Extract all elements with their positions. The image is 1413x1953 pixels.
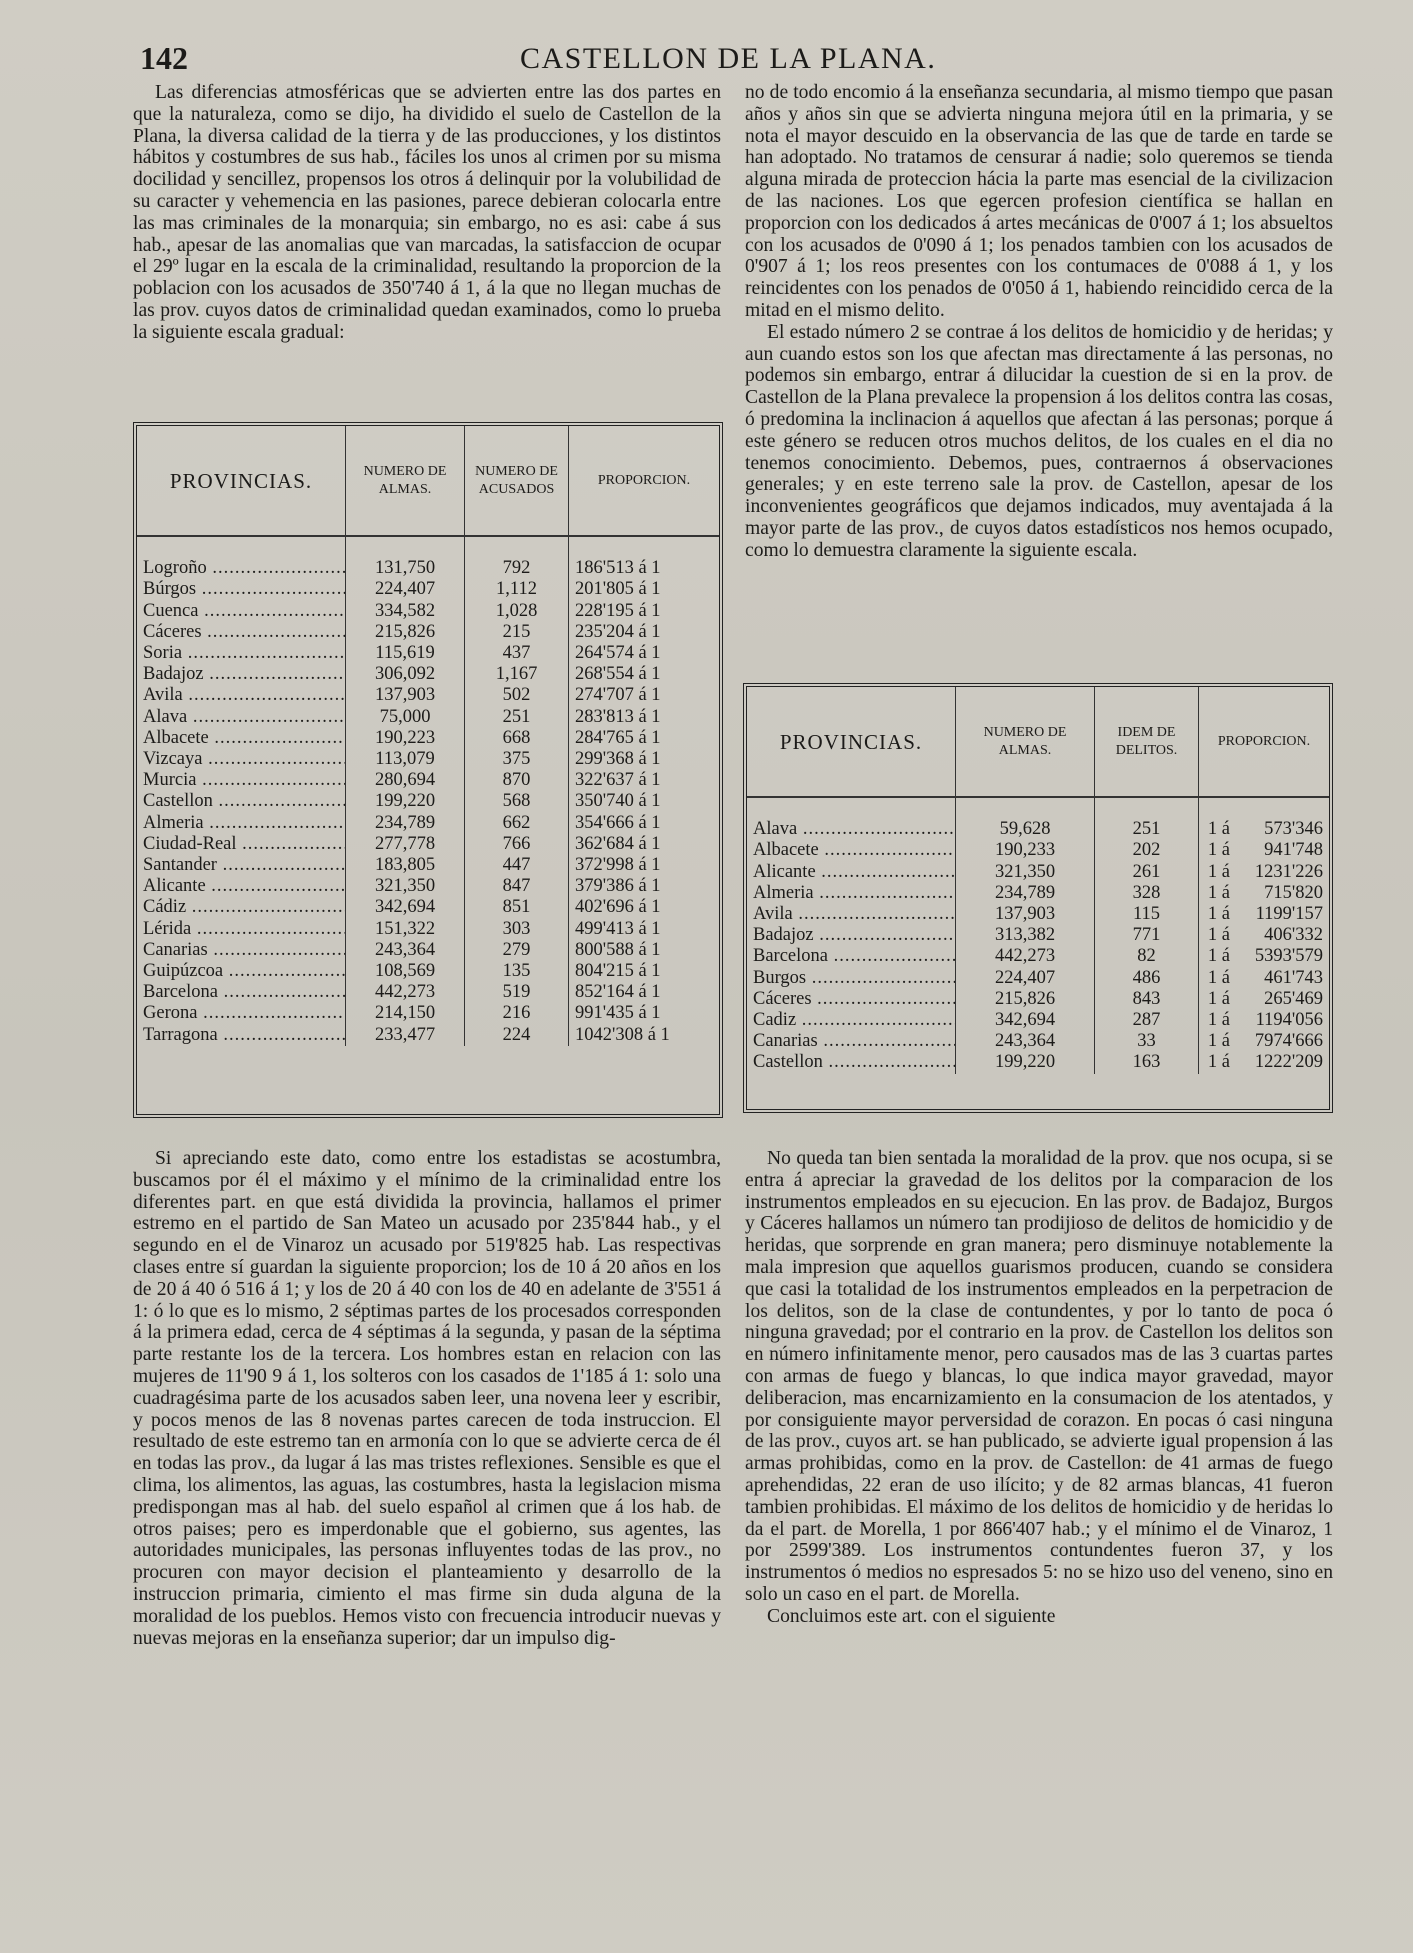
t2-header-almas: NUMERO DE ALMAS. [956,687,1095,797]
ratio-value: 573'346 [1264,819,1323,840]
almas-value: 280,694 [346,770,465,791]
province-name [137,728,346,749]
almas-value: 214,150 [346,1003,465,1024]
ratio-value: 1194'056 [1255,1010,1323,1031]
almas-value: 313,382 [956,925,1095,946]
proporcion-value: 322'637 á 1 [569,770,720,791]
delitos-value: 486 [1095,968,1199,989]
table-row [137,579,719,600]
province-name [137,685,346,706]
province-label: Canarias ..... [753,1031,956,1051]
homicide-scale-table [743,683,1333,1113]
acusados-value: 224 [465,1025,569,1046]
table-row [137,685,719,706]
ratio-prefix: 1 á [1199,1052,1233,1073]
left-column-top [133,82,721,344]
acusados-value: 792 [465,558,569,579]
right-column-bottom [745,1148,1333,1628]
province-label: Gerona ..... [143,1003,346,1023]
delitos-value: 82 [1095,946,1199,967]
proporcion-value: 852'164 á 1 [569,982,720,1003]
t1-header-almas: NUMERO DE ALMAS. [346,426,465,536]
acusados-value: 662 [465,813,569,834]
ratio-prefix: 1 á [1199,840,1233,861]
almas-value: 243,364 [956,1031,1095,1052]
proporcion-value: 228'195 á 1 [569,601,720,622]
province-name [747,862,956,883]
province-label: Tarragona ..... [143,1025,346,1045]
province-label: Badajoz ..... [143,664,346,684]
ratio-value: 1199'157 [1255,904,1323,924]
almas-value: 321,350 [956,862,1095,883]
province-name [747,968,956,989]
proporcion-value: 268'554 á 1 [569,664,720,685]
right-conclusion-paragraph: Concluimos este art. con el siguiente [767,1605,1056,1627]
ratio-prefix: 1 á [1199,946,1233,967]
proporcion-value: 283'813 á 1 [569,707,720,728]
right-column-top [745,82,1333,562]
province-label: Barcelona ..... [753,946,956,966]
proporcion-value: 235'204 á 1 [569,622,720,643]
table-row [137,664,719,685]
acusados-value: 251 [465,707,569,728]
almas-value: 137,903 [346,685,465,706]
almas-value: 113,079 [346,749,465,770]
criminality-scale-table [133,422,723,1118]
ratio-prefix: 1 á [1199,819,1233,840]
table-row [747,819,1329,840]
province-name [747,1010,956,1031]
table-row [137,791,719,812]
table-row [747,1052,1329,1073]
province-name [137,1025,346,1046]
almas-value: 342,694 [956,1010,1095,1031]
table2 [747,687,1329,1074]
delitos-value: 328 [1095,883,1199,904]
acusados-value: 870 [465,770,569,791]
almas-value: 321,350 [346,876,465,897]
province-name [747,819,956,840]
acusados-value: 216 [465,1003,569,1024]
acusados-value: 519 [465,982,569,1003]
table-row [747,862,1329,883]
province-label: Avila ..... [753,904,956,924]
table-row [137,855,719,876]
almas-value: 243,364 [346,940,465,961]
province-name [137,558,346,579]
proporcion-value: 402'696 á 1 [569,897,720,918]
almas-value: 183,805 [346,855,465,876]
province-label: Cádiz ..... [143,897,346,917]
t2-header-proporcion: PROPORCION. [1199,687,1330,797]
table-row [137,601,719,622]
acusados-value: 135 [465,961,569,982]
province-label: Almeria ..... [753,883,956,903]
table-row [137,558,719,579]
table-row [747,925,1329,946]
delitos-value: 261 [1095,862,1199,883]
almas-value: 59,628 [956,819,1095,840]
table-row [137,622,719,643]
proporcion-value: 1042'308 á 1 [569,1025,720,1046]
province-label: Cáceres ..... [143,622,346,642]
province-label: Búrgos ..... [143,579,346,599]
table-row [137,749,719,770]
province-name [137,855,346,876]
delitos-value: 843 [1095,989,1199,1010]
province-label: Burgos ..... [753,968,956,988]
table-row [137,876,719,897]
province-name [747,883,956,904]
province-label: Cadiz ..... [753,1010,956,1030]
ratio-value: 1222'209 [1254,1052,1323,1073]
province-name [137,813,346,834]
ratio-value: 941'748 [1264,840,1323,861]
almas-value: 137,903 [956,904,1095,925]
almas-value: 215,826 [956,989,1095,1010]
province-label: Santander ..... [143,855,346,875]
almas-value: 108,569 [346,961,465,982]
ratio-prefix: 1 á [1199,925,1233,946]
province-label: Castellon ..... [753,1052,956,1072]
proporcion-value: 372'998 á 1 [569,855,720,876]
ratio-prefix: 1 á [1199,1031,1233,1052]
ratio-prefix: 1 á [1199,904,1233,925]
almas-value: 190,223 [346,728,465,749]
almas-value: 151,322 [346,919,465,940]
table-row [137,1003,719,1024]
proporcion-value: 804'215 á 1 [569,961,720,982]
province-name [747,925,956,946]
proporcion-value: 201'805 á 1 [569,579,720,600]
proporcion-value: 274'707 á 1 [569,685,720,706]
almas-value: 224,407 [956,968,1095,989]
acusados-value: 1,167 [465,664,569,685]
province-label: Barcelona ..... [143,982,346,1002]
province-label: Alava ..... [753,819,956,839]
almas-value: 277,778 [346,834,465,855]
province-label: Ciudad-Real ..... [143,834,346,854]
table-row [137,961,719,982]
acusados-value: 1,028 [465,601,569,622]
province-name [747,989,956,1010]
almas-value: 234,789 [346,813,465,834]
province-label: Avila ..... [143,685,346,705]
acusados-value: 668 [465,728,569,749]
almas-value: 75,000 [346,707,465,728]
table-row [747,883,1329,904]
table-row [137,707,719,728]
table-row [137,728,719,749]
province-name [137,643,346,664]
delitos-value: 771 [1095,925,1199,946]
t1-header-proporcion: PROPORCION. [569,426,720,536]
table-row [137,982,719,1003]
acusados-value: 502 [465,685,569,706]
delitos-value: 163 [1095,1052,1199,1073]
proporcion-value: 299'368 á 1 [569,749,720,770]
acusados-value: 1,112 [465,579,569,600]
province-name [137,622,346,643]
province-label: Albacete ..... [143,728,346,748]
province-name [137,749,346,770]
ratio-value: 461'743 [1264,967,1323,988]
ratio-prefix: 1 á [1199,883,1233,904]
province-name [137,940,346,961]
province-name [137,707,346,728]
province-name [137,834,346,855]
almas-value: 442,273 [346,982,465,1003]
table-row [747,904,1329,925]
province-label: Soria ..... [143,643,346,663]
ratio-prefix: 1 á [1199,989,1233,1010]
province-name [747,1031,956,1052]
proporcion-value: 186'513 á 1 [569,558,720,579]
proporcion-value: 284'765 á 1 [569,728,720,749]
t2-header-delitos: IDEM DE DELITOS. [1095,687,1199,797]
province-label: Alicante ..... [143,876,346,896]
table-row [747,1031,1329,1052]
table-row [747,989,1329,1010]
ratio-prefix: 1 á [1199,1010,1233,1031]
province-name [137,876,346,897]
almas-value: 199,220 [956,1052,1095,1073]
almas-value: 131,750 [346,558,465,579]
proporcion-value: 379'386 á 1 [569,876,720,897]
delitos-value: 287 [1095,1010,1199,1031]
proporcion-value: 264'574 á 1 [569,643,720,664]
table-row [747,840,1329,861]
province-name [137,664,346,685]
ratio-value: 7974'666 [1254,1031,1323,1052]
proporcion-value: 354'666 á 1 [569,813,720,834]
province-name [137,1003,346,1024]
province-name [137,770,346,791]
proporcion-value: 350'740 á 1 [569,791,720,812]
acusados-value: 279 [465,940,569,961]
almas-value: 442,273 [956,946,1095,967]
table-row [137,940,719,961]
almas-value: 199,220 [346,791,465,812]
right-instruments-paragraph: No queda tan bien sentada la moralidad de la prov. que nos ocupa, si se entra á apreciar la gravedad de los delitos por la comparacion de los instrumentos empleados en su ejecucion. En las prov. de Badajoz, Burgos y Cáceres hallamos un número tan prodijioso de delitos de homicidio y de heridas, que sorprende en gran manera; pero disminuye notablemente la mala impresion que aquellos guarismos producen, cuando se considera que casi la totalidad de los instrumentos empleados en la perpetracion de los delitos, son de la clase de contundentes, y por lo tanto de poca ó ninguna gravedad; por el contrario en la prov. de Castellon los delitos son en número infinitamente menor, pero causados mas de las 3 cuartas partes con armas de fuego y blancas, lo que indica mayor gravedad, mayor deliberacion, mas encarnizamiento en la consumacion de los atentados, y por consiguiente mayor perversidad de corazon. En pocas ó casi ninguna de las prov., cuyos art. se han publicado, se advierte igual propension á las armas prohibidas, como en la prov. de Castellon: de 41 armas de fuego aprehendidas, 22 eran de uso ilícito; y de 82 armas blancas, 41 fueron tambien prohibidas. El máximo de los delitos de homicidio y de heridas lo da el part. de Morella, 1 por 866'407 hab.; y el mínimo el de Vinaroz, 1 por 2599'389. Los instrumentos contundentes fueron 37, y los instrumentos ó medios no espresados 5: no se hizo uso del veneno, sino en solo un caso en el part. de Morella. [745,1148,1333,1605]
proporcion-value: 800'588 á 1 [569,940,720,961]
province-name [137,897,346,918]
ratio-value: 715'820 [1264,882,1323,903]
province-name [747,904,956,925]
table-row [137,1025,719,1046]
ratio-value: 265'469 [1264,988,1323,1009]
province-label: Alicante ..... [753,862,956,882]
right-estado-paragraph: El estado número 2 se contrae á los delitos de homicidio y de heridas; y aun cuando estos son los que afectan mas directamente á las personas, no podemos sin embargo, entrar á dilucidar la cuestion de si en la prov. de Castellon de la Plana prevalece la propension á los delitos contra las cosas, ó predomina la inclinacion á aquellos que afectan á las personas; porque á este género se reducen otros muchos delitos, de los cuales en el dia no tenemos conocimiento. Debemos, pues, contraernos á observaciones generales; y en este terreno sale la prov. de Castellon, apesar de los inconvenientes geográficos que dejamos indicados, muy aventajada á la mayor parte de las prov., de cuyos datos estadísticos nos hemos ocupado, como lo demuestra claramente la siguiente escala. [745,321,1333,561]
table1 [137,426,719,1046]
left-column-bottom [133,1148,721,1649]
acusados-value: 568 [465,791,569,812]
almas-value: 224,407 [346,579,465,600]
almas-value: 342,694 [346,897,465,918]
province-label: Canarias ..... [143,940,346,960]
province-label: Logroño ..... [143,558,346,578]
almas-value: 115,619 [346,643,465,664]
t2-header-provincias: PROVINCIAS. [779,729,923,754]
table-row [137,834,719,855]
province-name [747,840,956,861]
province-label: Murcia ..... [143,770,346,790]
delitos-value: 251 [1095,819,1199,840]
ratio-value: 406'332 [1264,925,1323,946]
province-label: Albacete ..... [753,840,956,860]
delitos-value: 33 [1095,1031,1199,1052]
province-label: Vizcaya ..... [143,749,346,769]
province-label: Lérida ..... [143,919,346,939]
province-name [747,1052,956,1073]
acusados-value: 847 [465,876,569,897]
acusados-value: 447 [465,855,569,876]
running-title: CASTELLON DE LA PLANA. [520,42,937,75]
t1-header-provincias: PROVINCIAS. [169,468,313,493]
table-row [747,968,1329,989]
almas-value: 233,477 [346,1025,465,1046]
ratio-value: 1231'226 [1254,861,1323,882]
acusados-value: 215 [465,622,569,643]
acusados-value: 851 [465,897,569,918]
province-name [137,961,346,982]
table-row [137,813,719,834]
province-label: Almeria ..... [143,813,346,833]
almas-value: 215,826 [346,622,465,643]
province-label: Alava ..... [143,707,346,727]
province-label: Cuenca ..... [143,601,346,621]
acusados-value: 375 [465,749,569,770]
delitos-value: 202 [1095,840,1199,861]
province-label: Cáceres ..... [753,989,956,1009]
table-row [137,643,719,664]
province-name [137,919,346,940]
acusados-value: 437 [465,643,569,664]
province-name [137,982,346,1003]
proporcion-value: 991'435 á 1 [569,1003,720,1024]
table-row [137,770,719,791]
acusados-value: 766 [465,834,569,855]
delitos-value: 115 [1095,904,1199,925]
ratio-value: 5393'579 [1254,946,1323,967]
t1-header-acusados: NUMERO DE ACUSADOS [465,426,569,536]
almas-value: 234,789 [956,883,1095,904]
ratio-prefix: 1 á [1199,968,1233,989]
table-row [137,919,719,940]
province-name [137,601,346,622]
province-name [747,946,956,967]
province-label: Guipúzcoa ..... [143,961,346,981]
left-analysis-paragraph: Si apreciando este dato, como entre los estadistas se acostumbra, buscamos por él el máximo y el mínimo de la criminalidad entre los diferentes part. en que está dividida la provincia, hallamos el primer estremo en el partido de San Mateo un acusado por 235'844 hab., y el segundo en el de Vinaroz un acusado por 519'825 hab. Las respectivas clases entre sí guardan la siguiente proporcion; los de 10 á 20 años en los de 20 á 40 ó 516 á 1; y los de 20 á 40 con los de 40 en adelante de 3'551 á 1: ó lo que es lo mismo, 2 séptimas partes de los procesados corresponden á la primera edad, cerca de 4 séptimas á la segunda, y pasan de la séptima parte restante los de la tercera. Los hombres estan en relacion con las mujeres de 11'90 9 á 1, los solteros con los casados de 1'185 á 1: solo una cuadragésima parte de los acusados saben leer, una novena leer y escribir, y pocos menos de las 8 novenas partes carecen de toda instruccion. El resultado de este estremo tan en armonía con lo que se advierte cerca de él en todas las prov., da lugar á las mas tristes reflexiones. Sensible es que el clima, los alimentos, las aguas, las costumbres, hasta la legislacion misma predispongan mas al hab. del suelo español al crimen que á los hab. de otros paises; pero es imperdonable que el gobierno, sus agentes, las autoridades municipales, las personas influyentes todas de las prov., no procuren con mayor decision el planteamiento y desarrollo de la instruccion primaria, cimiento el mas firme sin duda alguna de la moralidad de los pueblos. Hemos visto con frecuencia introducir nuevas y nuevas mejoras en la enseñanza superior; dar un impulso dig- [133,1148,721,1649]
page-number: 142 [140,40,188,76]
table-row [137,897,719,918]
acusados-value: 303 [465,919,569,940]
province-label: Castellon ..... [143,791,346,811]
province-label: Badajoz ..... [753,925,956,945]
province-name [137,579,346,600]
page-header [140,40,1330,80]
left-intro-paragraph: Las diferencias atmosféricas que se advierten entre las dos partes en que la naturaleza, como se dijo, ha dividido el suelo de Castellon de la Plana, la diversa calidad de la tierra y de las producciones, y los distintos hábitos y costumbres de sus hab., fáciles los unos al crimen por su misma docilidad y sencillez, propensos los otros á delinquir por la volubilidad de su caracter y vehemencia en las pasiones, parece debieran colocarla entre las mas criminales de la monarquia; sin embargo, no es asi: cabe á sus hab., apesar de las anomalias que van marcadas, la satisfaccion de ocupar el 29º lugar en la escala de la criminalidad, resultando la proporcion de la poblacion con los acusados de 350'740 á 1, á la que no llegan muchas de las prov. cuyos datos de criminalidad quedan examinados, como lo prueba la siguiente escala gradual: [133,82,721,343]
table-row [747,946,1329,967]
ratio-prefix: 1 á [1199,862,1233,883]
almas-value: 190,233 [956,840,1095,861]
almas-value: 306,092 [346,664,465,685]
right-continuation-paragraph: no de todo encomio á la enseñanza secundaria, al mismo tiempo que pasan años y años sin que se advierta ninguna mejora útil en la primaria, y se nota el mayor descuido en la observancia de las que de tarde en tarde se han adoptado. No tratamos de censurar á nadie; solo queremos se tienda alguna mirada de proteccion hácia la parte mas esencial de la civilizacion de las naciones. Los que egercen profesion científica se hallan en proporcion con los dedicados á artes mecánicas de 0'007 á 1; los absueltos con los acusados de 0'090 á 1; los penados tambien con los acusados de 0'907 á 1; los reos presentes con los contumaces de 0'088 á 1, y los reincidentes con los penados de 0'050 á 1, habiendo reincidido cerca de la mitad en el mismo delito. [745,82,1333,321]
almas-value: 334,582 [346,601,465,622]
table-row [747,1010,1329,1031]
proporcion-value: 499'413 á 1 [569,919,720,940]
proporcion-value: 362'684 á 1 [569,834,720,855]
province-name [137,791,346,812]
